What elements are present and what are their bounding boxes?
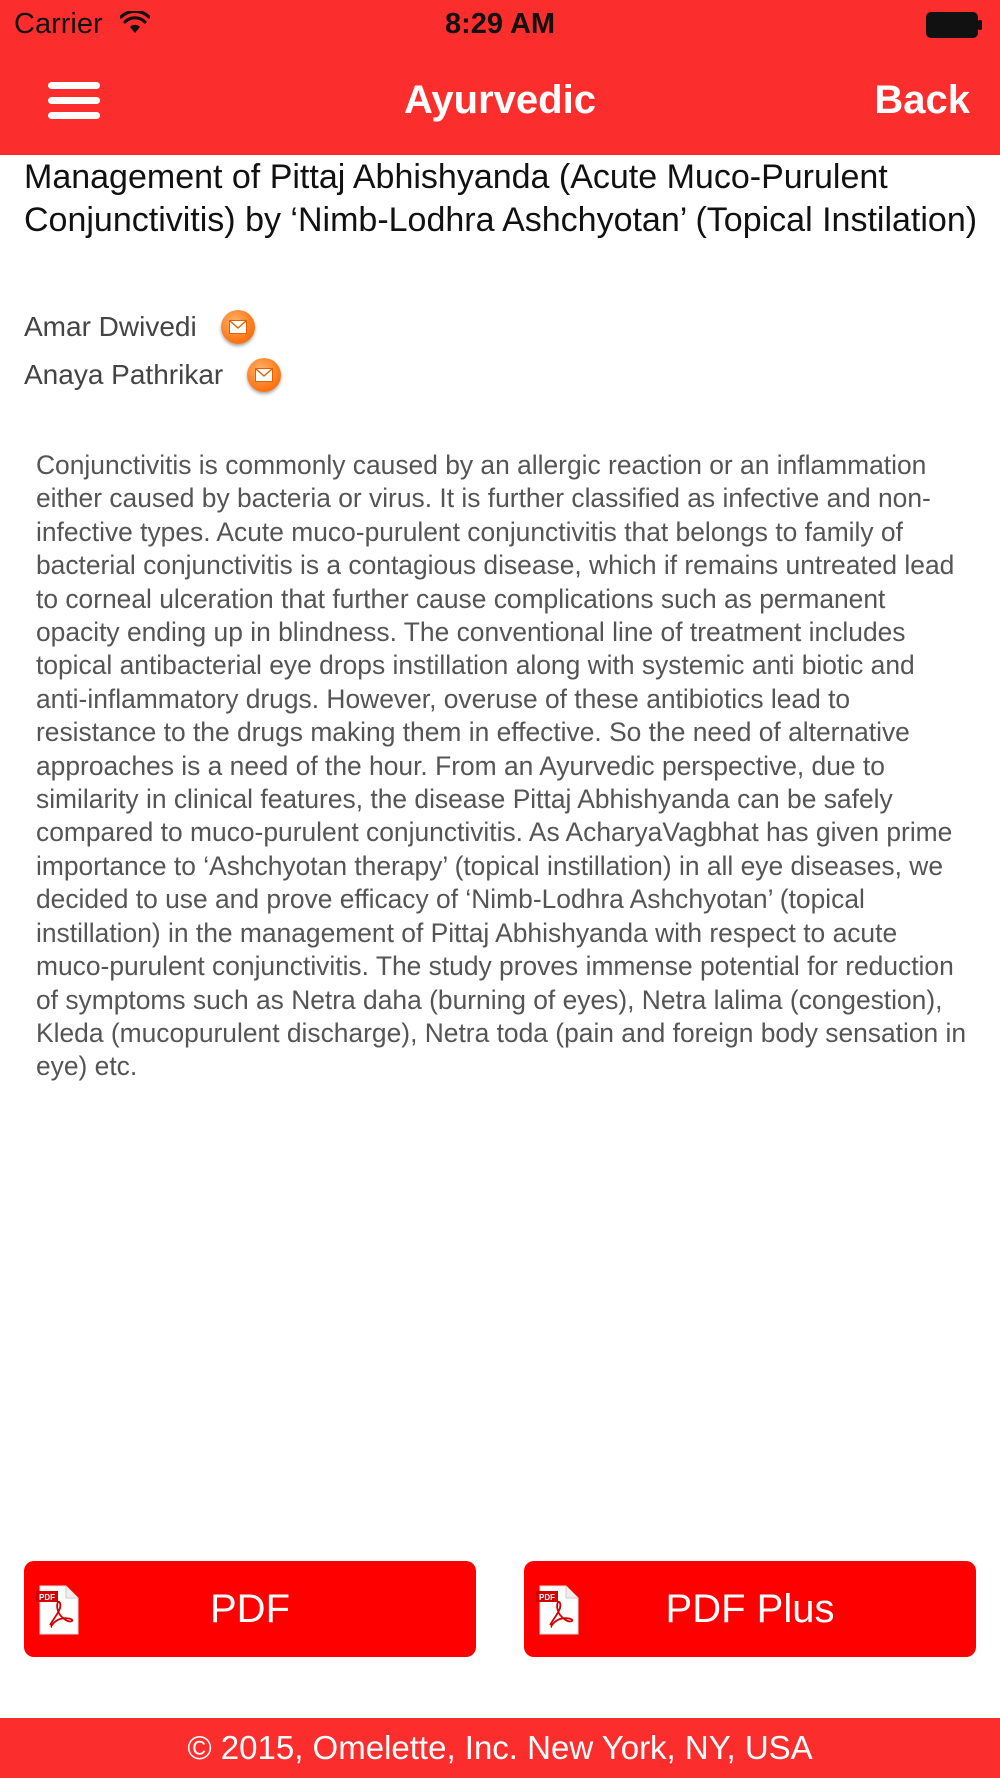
hamburger-menu-icon[interactable] bbox=[40, 76, 110, 126]
author-row bbox=[24, 355, 281, 395]
top-bar bbox=[0, 0, 1000, 155]
pdf-plus-button[interactable] bbox=[524, 1561, 976, 1657]
pdf-button[interactable] bbox=[24, 1561, 476, 1657]
pdf-plus-button-label: PDF Plus bbox=[665, 1587, 835, 1631]
pdf-icon-text: PDF bbox=[39, 1593, 55, 1602]
article-title: Management of Pittaj Abhishyanda (Acute Muco-Purulent Conjunctivitis) by ‘Nimb-Lodhra Ashchyotan’ (Topical Instilation) bbox=[24, 158, 978, 239]
email-icon[interactable] bbox=[247, 358, 281, 392]
status-bar bbox=[0, 0, 1000, 50]
navigation-bar bbox=[0, 50, 1000, 155]
pdf-button-label: PDF bbox=[210, 1587, 290, 1631]
email-icon[interactable] bbox=[221, 310, 255, 344]
author-row bbox=[24, 307, 255, 347]
battery-icon bbox=[926, 12, 984, 38]
nav-title: Ayurvedic bbox=[404, 78, 596, 122]
status-time: 8:29 AM bbox=[444, 8, 556, 40]
pdf-icon-text: PDF bbox=[539, 1593, 555, 1602]
author-name: Anaya Pathrikar bbox=[24, 359, 224, 390]
author-name: Amar Dwivedi bbox=[24, 311, 197, 342]
carrier-label: Carrier bbox=[14, 8, 103, 40]
article-abstract: Conjunctivitis is commonly caused by an allergic reaction or an inflammation either caused by bacteria or virus. It is further classified as infective and non-infective types. Acute muco-purulent conjunctivitis that belongs to family of bacterial conjunctivitis is a contagious disease, which if remains untreated lead to corneal ulceration that further cause complications such as permanent opacity ending up in blindness. The conventional line of treatment includes topical antibacterial eye drops instillation along with systemic anti biotic and anti-inflammatory drugs. However, overuse of these antibiotics lead to resistance to the drugs making them in effective. So the need of alternative approaches is a need of the hour. From an Ayurvedic perspective, due to similarity in clinical features, the disease Pittaj Abhishyanda can be safely compared to muco-purulent conjunctivitis. As AcharyaVagbhat has given prime importance to ‘Ashchyotan therapy’ (topical instillation) in all eye diseases, we decided to use and prove efficacy of ‘Nimb-Lodhra Ashchyotan’ (topical instillation) in the management of Pittaj Abhishyanda with respect to acute muco-purulent conjunctivitis. The study proves immense potential for reduction of symptoms such as Netra daha (burning of eyes), Netra lalima (congestion), Kleda (mucopurulent discharge), Netra toda (pain and foreign body sensation in eye) etc. bbox=[36, 450, 967, 1082]
footer-copyright: © 2015, Omelette, Inc. New York, NY, USA bbox=[0, 1718, 1000, 1778]
back-button[interactable]: Back bbox=[874, 78, 970, 122]
